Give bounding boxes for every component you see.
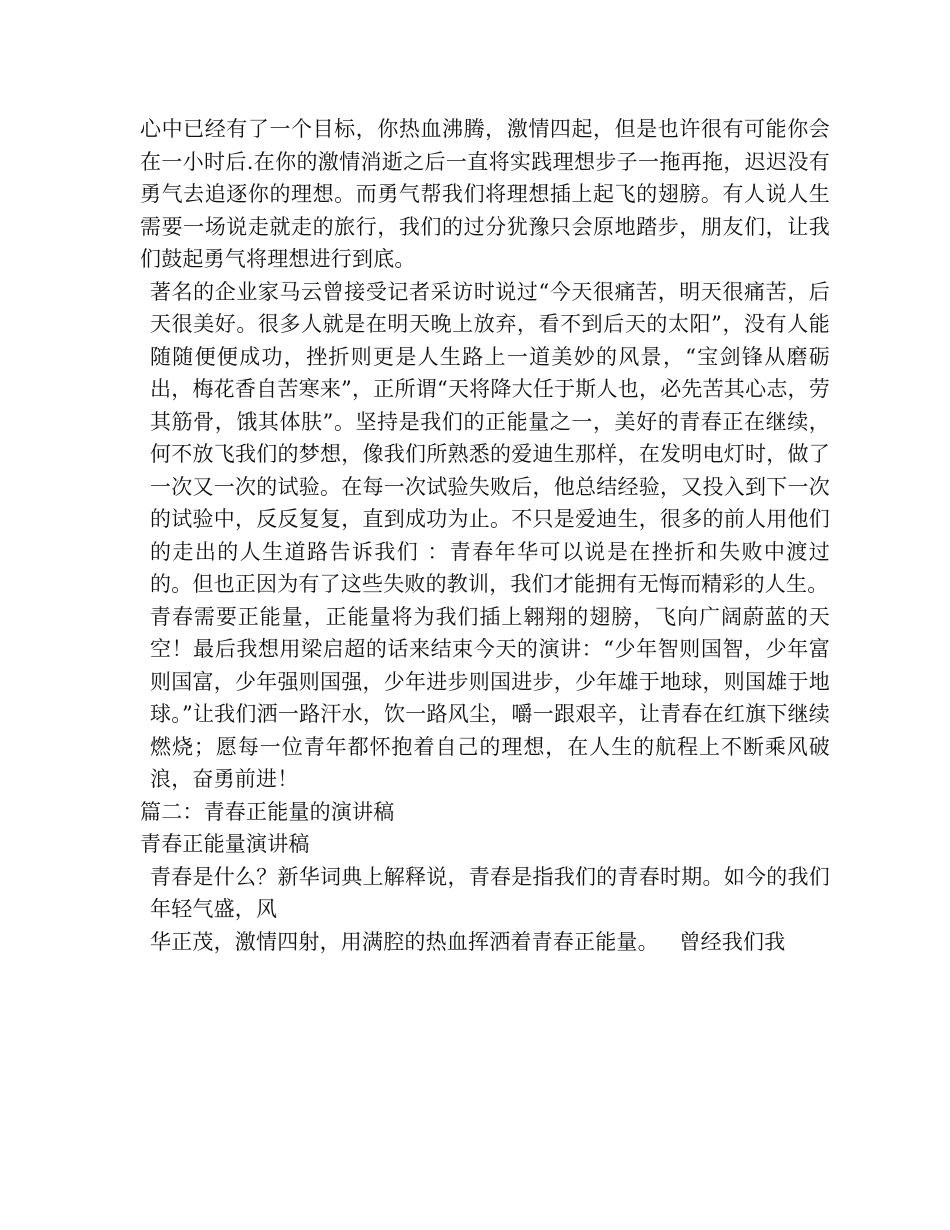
paragraph-perseverance: 著名的企业家马云曾接受记者采访时说过“今天很痛苦，明天很痛苦，后天很美好。很多人就是在明天晚上放弃，看不到后天的太阳”，没有人能随随便便成功，挫折则更是人生路上一道美妙的风景，“宝剑锋从磨砺出，梅花香自苦寒来”，正所谓“天将降大任于斯人也，必先苦其心志，劳其筋骨，饿其体肤”。坚持是我们的正能量之一，美好的青春正在继续，何不放飞我们的梦想，像我们所熟悉的爱迪生那样，在发明电灯时，做了一次又一次的试验。在每一次试验失败后，他总结经验，又投入到下一次的试验中，反反复复，直到成功为止。不只是爱迪生，很多的前人用他们的走出的人生道路告诉我们 ：青春年华可以说是在挫折和失败中渡过的。但也正因为有了这些失败的教训，我们才能拥有无悔而精彩的人生。 xyxy=(150,279,830,596)
paragraph-youth-energy: 华正茂，激情四射，用满腔的热血挥洒着青春正能量。 曾经我们我 xyxy=(150,929,786,954)
paragraph-conclusion: 青春需要正能量，正能量将为我们插上翱翔的翅膀，飞向广阔蔚蓝的天空！最后我想用梁启超的话来结束今天的演讲：“少年智则国智，少年富则国富，少年强则国强，少年进步则国进步，少年雄于地球，则国雄于地球。”让我们洒一路汗水，饮一路风尘，嚼一跟艰辛，让青春在红旗下继续燃烧；愿每一位青年都怀抱着自己的理想，在人生的航程上不断乘风破浪，奋勇前进！ xyxy=(150,604,830,791)
paragraph-courage: 心中已经有了一个目标，你热血沸腾，激情四起，但是也许很有可能你会在一小时后.在你的激情消逝之后一直将实践理想步子一拖再拖，迟迟没有勇气去追逐你的理想。而勇气帮我们将理想插上起飞的翅膀。有人说人生需要一场说走就走的旅行，我们的过分犹豫只会原地踏步，朋友们，让我们鼓起勇气将理想进行到底。 xyxy=(140,117,830,271)
document-body xyxy=(140,113,830,958)
section-heading: 篇二：青春正能量的演讲稿 xyxy=(140,799,395,824)
paragraph-what-is-youth: 青春是什么？新华词典上解释说，青春是指我们的青春时期。如今的我们年轻气盛，风 xyxy=(150,864,830,921)
speech-title: 青春正能量演讲稿 xyxy=(140,832,310,856)
